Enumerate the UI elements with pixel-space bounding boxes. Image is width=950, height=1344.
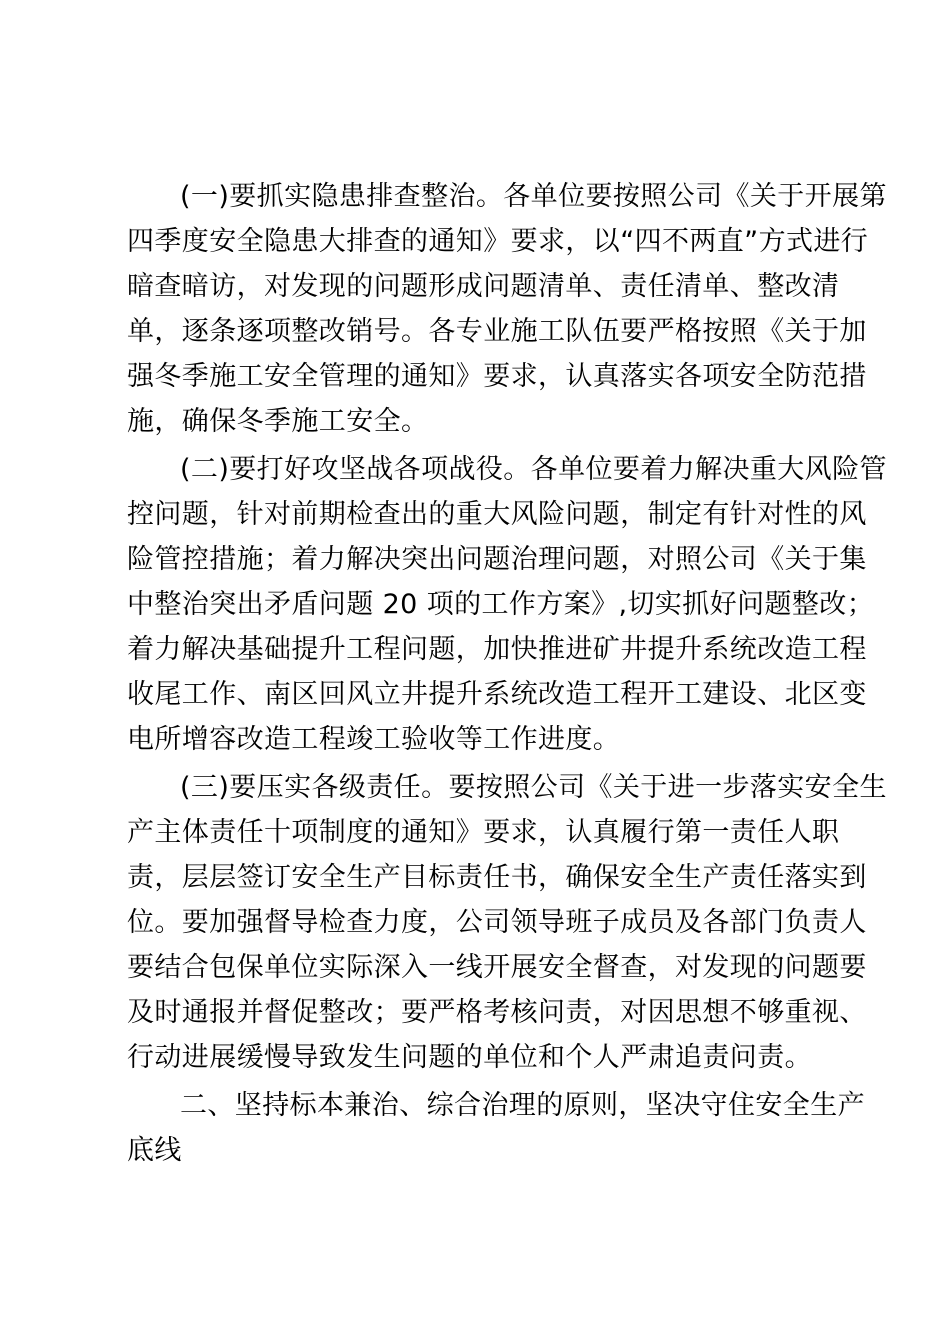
paragraph-line: 行动进展缓慢导致发生问题的单位和个人严肃追责问责。 xyxy=(127,1042,812,1073)
paragraph-line: 要结合包保单位实际深入一线开展安全督查，对发现的问题要 xyxy=(127,952,867,983)
paragraph-line: 强冬季施工安全管理的通知》要求，认真落实各项安全防范措 xyxy=(127,361,867,392)
paragraph-line: 控问题，针对前期检查出的重大风险问题，制定有针对性的风 xyxy=(127,499,867,530)
paragraph-line: 施，确保冬季施工安全。 xyxy=(127,406,429,437)
paragraph-line: (一)要抓实隐患排查整治。各单位要按照公司《关于开展第 xyxy=(180,181,887,212)
paragraph-responsibility xyxy=(127,765,887,1080)
paragraph-line: 责，层层签订安全生产目标责任书，确保安全生产责任落实到 xyxy=(127,862,867,893)
paragraph-line: 着力解决基础提升工程问题，加快推进矿井提升系统改造工程 xyxy=(127,634,867,665)
heading-line: 底线 xyxy=(127,1135,182,1166)
paragraph-hazard-inspection xyxy=(127,174,887,444)
document-body xyxy=(127,174,887,1176)
paragraph-line: 单，逐条逐项整改销号。各专业施工队伍要严格按照《关于加 xyxy=(127,316,867,347)
paragraph-line: (三)要压实各级责任。要按照公司《关于进一步落实安全生 xyxy=(180,772,887,803)
paragraph-line: 四季度安全隐患大排查的通知》要求，以“四不两直”方式进行 xyxy=(127,226,869,257)
paragraph-line: 收尾工作、南区回风立井提升系统改造工程开工建设、北区变 xyxy=(127,679,867,710)
heading-line: 二、坚持标本兼治、综合治理的原则，坚决守住安全生产 xyxy=(180,1090,865,1121)
paragraph-line: 产主体责任十项制度的通知》要求，认真履行第一责任人职 xyxy=(127,817,840,848)
paragraph-campaigns xyxy=(127,447,887,762)
paragraph-line: 电所增容改造工程竣工验收等工作进度。 xyxy=(127,724,621,755)
paragraph-line: (二)要打好攻坚战各项战役。各单位要着力解决重大风险管 xyxy=(180,454,887,485)
paragraph-line: 暗查暗访，对发现的问题形成问题清单、责任清单、整改清 xyxy=(127,271,840,302)
paragraph-line: 及时通报并督促整改；要严格考核问责，对因思想不够重视、 xyxy=(127,997,867,1028)
paragraph-line: 中整治突出矛盾问题 20 项的工作方案》,切实抓好问题整改； xyxy=(127,589,875,620)
section-heading-two xyxy=(127,1083,865,1173)
paragraph-line: 险管控措施；着力解决突出问题治理问题，对照公司《关于集 xyxy=(127,544,867,575)
paragraph-line: 位。要加强督导检查力度，公司领导班子成员及各部门负责人 xyxy=(127,907,867,938)
